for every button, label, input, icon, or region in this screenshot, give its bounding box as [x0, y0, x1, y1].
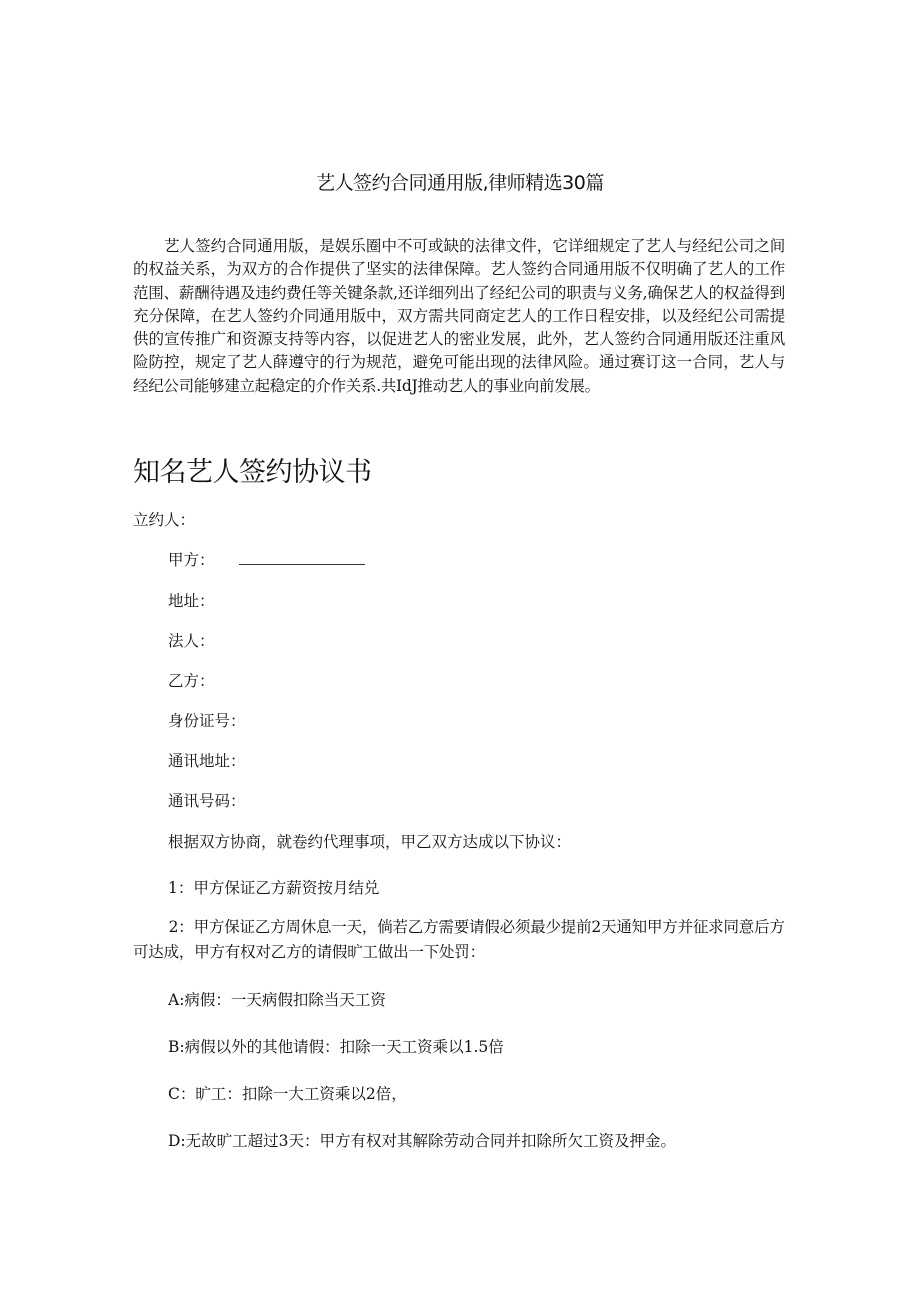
party-b-label: 乙方： — [168, 672, 215, 690]
clause-c: C：旷工：扣除一大工资乘以2倍， — [168, 1085, 407, 1103]
party-a-line — [168, 548, 365, 570]
clause-d: D:无故旷工超过3天：甲方有权对其解除劳动合同并扣除所欠工资及押金。 — [168, 1132, 677, 1150]
clause-1: 1：甲方保证乙方薪资按月结兑 — [168, 879, 380, 897]
agreement-intro: 根据双方协商，就卷约代理事项，甲乙双方达成以下协议： — [168, 833, 572, 851]
signatory-label: 立约人： — [133, 511, 196, 529]
contact-address-label: 通讯地址： — [168, 752, 246, 770]
clause-2: 2：甲方保证乙方周休息一天，倘若乙方需要请假必须最少提前2天通知甲方并征求同意后方可达成，甲方有权对乙方的请假旷工做出一下处罚： — [133, 918, 785, 961]
party-a-label: 甲方： — [168, 551, 215, 569]
legal-person-label: 法人： — [168, 632, 215, 650]
contact-number-label: 通讯号码： — [168, 792, 246, 810]
clause-b: B:病假以外的其他请假：扣除一天工资乘以1.5倍 — [168, 1038, 504, 1056]
clause-a: A:病假：一天病假扣除当天工资 — [168, 991, 386, 1009]
document-title: 艺人签约合同通用版,律师精选30篇 — [316, 172, 604, 194]
id-number-label: 身份证号： — [168, 712, 246, 730]
address-label: 地址： — [168, 592, 215, 610]
section-heading: 知名艺人签约协议书 — [133, 457, 372, 488]
party-a-blank-line — [239, 552, 365, 565]
intro-paragraph: 艺人签约合同通用版，是娱乐圈中不可或缺的法律文件，它详细规定了艺人与经纪公司之间的权益关系，为双方的合作提供了坚实的法律保障。艺人签约合同通用版不仅明确了艺人的工作范围、薪酬待遇及违约费任等关键条款,还详细列出了经纪公司的职责与义务,确保艺人的权益得到充分保障，在艺人签约介同通用版中，双方需共同商定艺人的工作日程安排，以及经纪公司需提供的宣传推广和资源支持等内容，以促进艺人的密业发展，此外，艺人签约合同通用版还注重风险防控，规定了艺人薛遵守的行为规范，避免可能出现的法律风险。通过赛订这一合同，艺人与经纪公司能够建立起稳定的介作关系.共IdJ推动艺人的事业向前发展。 — [133, 237, 785, 395]
